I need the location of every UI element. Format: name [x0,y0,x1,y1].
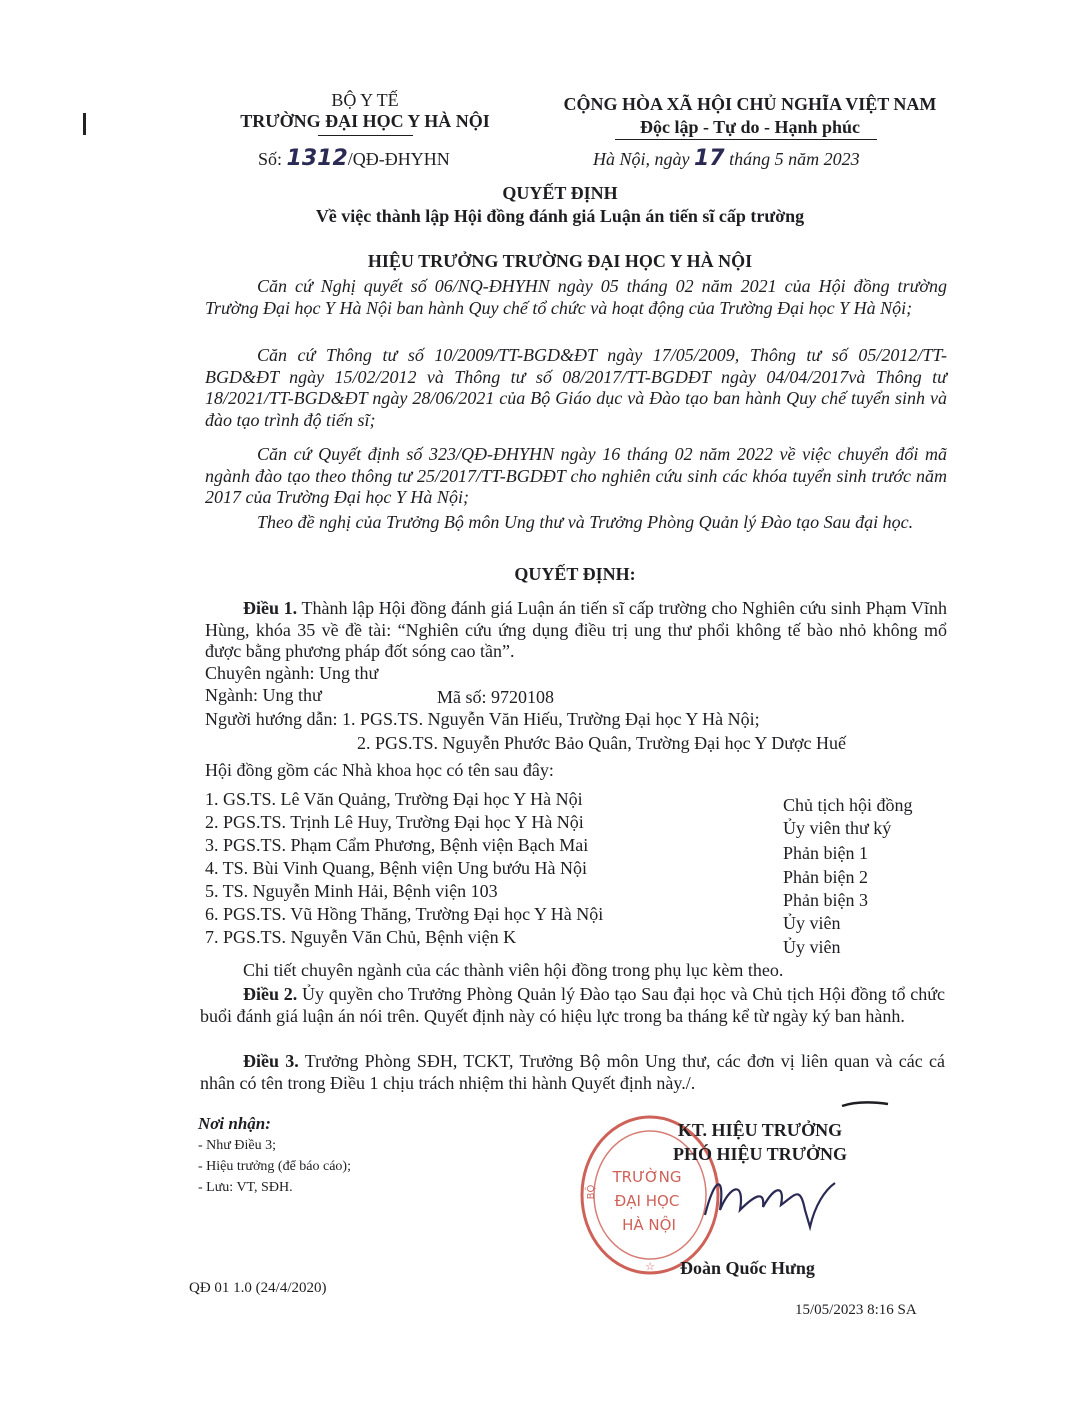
member-role: Ủy viên [783,937,841,957]
article-2-label: Điều 2. [243,984,298,1004]
article-1-label: Điều 1. [243,598,298,618]
decision-number [258,146,450,171]
date-day-handwritten: 17 [694,146,725,171]
stamp-star-icon: ☆ [645,1261,655,1273]
member-name: 4. TS. Bùi Vinh Quang, Bệnh viện Ung bướu Hà Nội [205,858,588,878]
article-3-text: Trưởng Phòng SĐH, TCKT, Trưởng Bộ môn Ung thư, các đơn vị liên quan và các cá nhân có tên trong Điều 1 chịu trách nhiệm thi hành Quyết định này./. [200,1051,946,1093]
signature-line-2: PHÓ HIỆU TRƯỞNG [672,1144,847,1164]
scan-mark [83,113,86,135]
date-prefix: Hà Nội, ngày [593,149,694,169]
form-code: QĐ 01 1.0 (24/4/2020) [189,1280,327,1296]
appendix-note: Chi tiết chuyên ngành của các thành viên hội đồng trong phụ lục kèm theo. [243,960,784,980]
supervisor-1: Người hướng dẫn: 1. PGS.TS. Nguyễn Văn Hiếu, Trường Đại học Y Hà Nội; [205,709,760,729]
ministry-name: BỘ Y TẾ [331,90,399,110]
recipient-item: - Hiệu trưởng (để báo cáo); [198,1159,351,1174]
article-3-label: Điều 3. [243,1051,299,1071]
member-name: 7. PGS.TS. Nguyễn Văn Chủ, Bệnh viện K [205,927,517,947]
member-name: 6. PGS.TS. Vũ Hồng Thăng, Trường Đại học Y Hà Nội [205,904,604,924]
article-3 [200,1051,945,1094]
field-code: Mã số: 9720108 [437,687,554,707]
number-suffix: /QĐ-ĐHYHN [347,149,450,169]
document-subtitle: Về việc thành lập Hội đồng đánh giá Luận án tiến sĩ cấp trường [315,206,805,226]
handwritten-signature [685,1165,845,1235]
article-1-text: Thành lập Hội đồng đánh giá Luận án tiến sĩ cấp trường cho Nghiên cứu sinh Phạm Vĩnh Hùng, khóa 35 về đề tài: “Nghiên cứu ứng dụng điều trị ung thư phổi không tế bào nhỏ không mổ được bằng phương pháp đốt sóng cao tần”. [205,598,947,661]
article-1 [205,598,947,663]
field: Ngành: Ung thư [205,685,322,705]
member-role: Ủy viên [783,913,841,933]
decision-heading: QUYẾT ĐỊNH: [514,564,636,584]
recipient-item: - Như Điều 3; [198,1138,276,1153]
number-prefix: Số: [258,149,287,169]
preamble-2: Căn cứ Thông tư số 10/2009/TT-BGD&ĐT ngày 17/05/2009, Thông tư số 05/2012/TT-BGD&ĐT ngày 15/02/2012 và Thông tư số 08/2017/TT-BGDĐT ngày 04/04/2017và Thông tư 18/2021/TT-BGD&ĐT ngày 28/06/2021 của Bộ Giáo dục và Đào tạo ban hành Quy chế tuyển sinh và đào tạo trình độ tiến sĩ; [205,345,947,430]
document-title: QUYẾT ĐỊNH [502,183,618,203]
issue-date [593,146,860,171]
stamp-line-3: HÀ NỘI [622,1216,676,1234]
signer-name: Đoàn Quốc Hưng [680,1258,815,1278]
stamp-edge-text: BỘ [586,1184,597,1200]
handwritten-dash [840,1098,890,1112]
print-timestamp: 15/05/2023 8:16 SA [795,1302,917,1318]
member-role: Phản biện 1 [783,843,868,863]
member-role: Phản biện 3 [783,890,868,910]
date-suffix: tháng 5 năm 2023 [724,149,860,169]
member-name: 1. GS.TS. Lê Văn Quảng, Trường Đại học Y Hà Nội [205,789,583,809]
signature-line-1: KT. HIỆU TRƯỞNG [677,1120,843,1140]
member-role: Phản biện 2 [783,867,868,887]
member-role: Chủ tịch hội đồng [783,795,913,815]
recipients-heading: Nơi nhận: [198,1114,271,1133]
member-role: Ủy viên thư ký [783,818,892,838]
issuer-title: HIỆU TRƯỞNG TRƯỜNG ĐẠI HỌC Y HÀ NỘI [367,251,753,271]
university-name: TRƯỜNG ĐẠI HỌC Y HÀ NỘI [240,111,490,131]
stamp-line-2: ĐẠI HỌC [614,1192,680,1210]
preamble-4: Theo đề nghị của Trưởng Bộ môn Ung thư và Trưởng Phòng Quản lý Đào tạo Sau đại học. [257,512,914,532]
council-intro: Hội đồng gồm các Nhà khoa học có tên sau đây: [205,760,554,780]
motto: Độc lập - Tự do - Hạnh phúc [639,117,861,137]
university-underline [318,135,413,136]
specialty: Chuyên ngành: Ung thư [205,663,379,683]
member-name: 3. PGS.TS. Phạm Cẩm Phương, Bệnh viện Bạch Mai [205,835,589,855]
article-2 [200,984,945,1027]
member-name: 2. PGS.TS. Trịnh Lê Huy, Trường Đại học Y Hà Nội [205,812,584,832]
number-handwritten: 1312 [286,146,348,171]
motto-underline [615,139,877,140]
country-name: CỘNG HÒA XÃ HỘI CHỦ NGHĨA VIỆT NAM [563,94,937,114]
stamp-line-1: TRƯỜNG [612,1168,682,1186]
recipient-item: - Lưu: VT, SĐH. [198,1180,293,1195]
preamble-1: Căn cứ Nghị quyết số 06/NQ-ĐHYHN ngày 05 tháng 02 năm 2021 của Hội đồng trường Trường Đại học Y Hà Nội ban hành Quy chế tổ chức và hoạt động của Trường Đại học Y Hà Nội; [205,276,947,318]
preamble-3: Căn cứ Quyết định số 323/QĐ-ĐHYHN ngày 16 tháng 02 năm 2022 về việc chuyển đổi mã ngành đào tạo theo thông tư 25/2017/TT-BGDĐT cho nghiên cứu sinh các khóa tuyển sinh trước năm 2017 của Trường Đại học Y Hà Nội; [205,444,947,507]
article-2-text: Ủy quyền cho Trưởng Phòng Quản lý Đào tạo Sau đại học và Chủ tịch Hội đồng tổ chức buổi đánh giá luận án nói trên. Quyết định này có hiệu lực trong ba tháng kể từ ngày ký ban hành. [200,984,945,1026]
member-name: 5. TS. Nguyễn Minh Hải, Bệnh viện 103 [205,881,498,901]
supervisor-2: 2. PGS.TS. Nguyễn Phước Bảo Quân, Trường Đại học Y Dược Huế [357,733,846,753]
